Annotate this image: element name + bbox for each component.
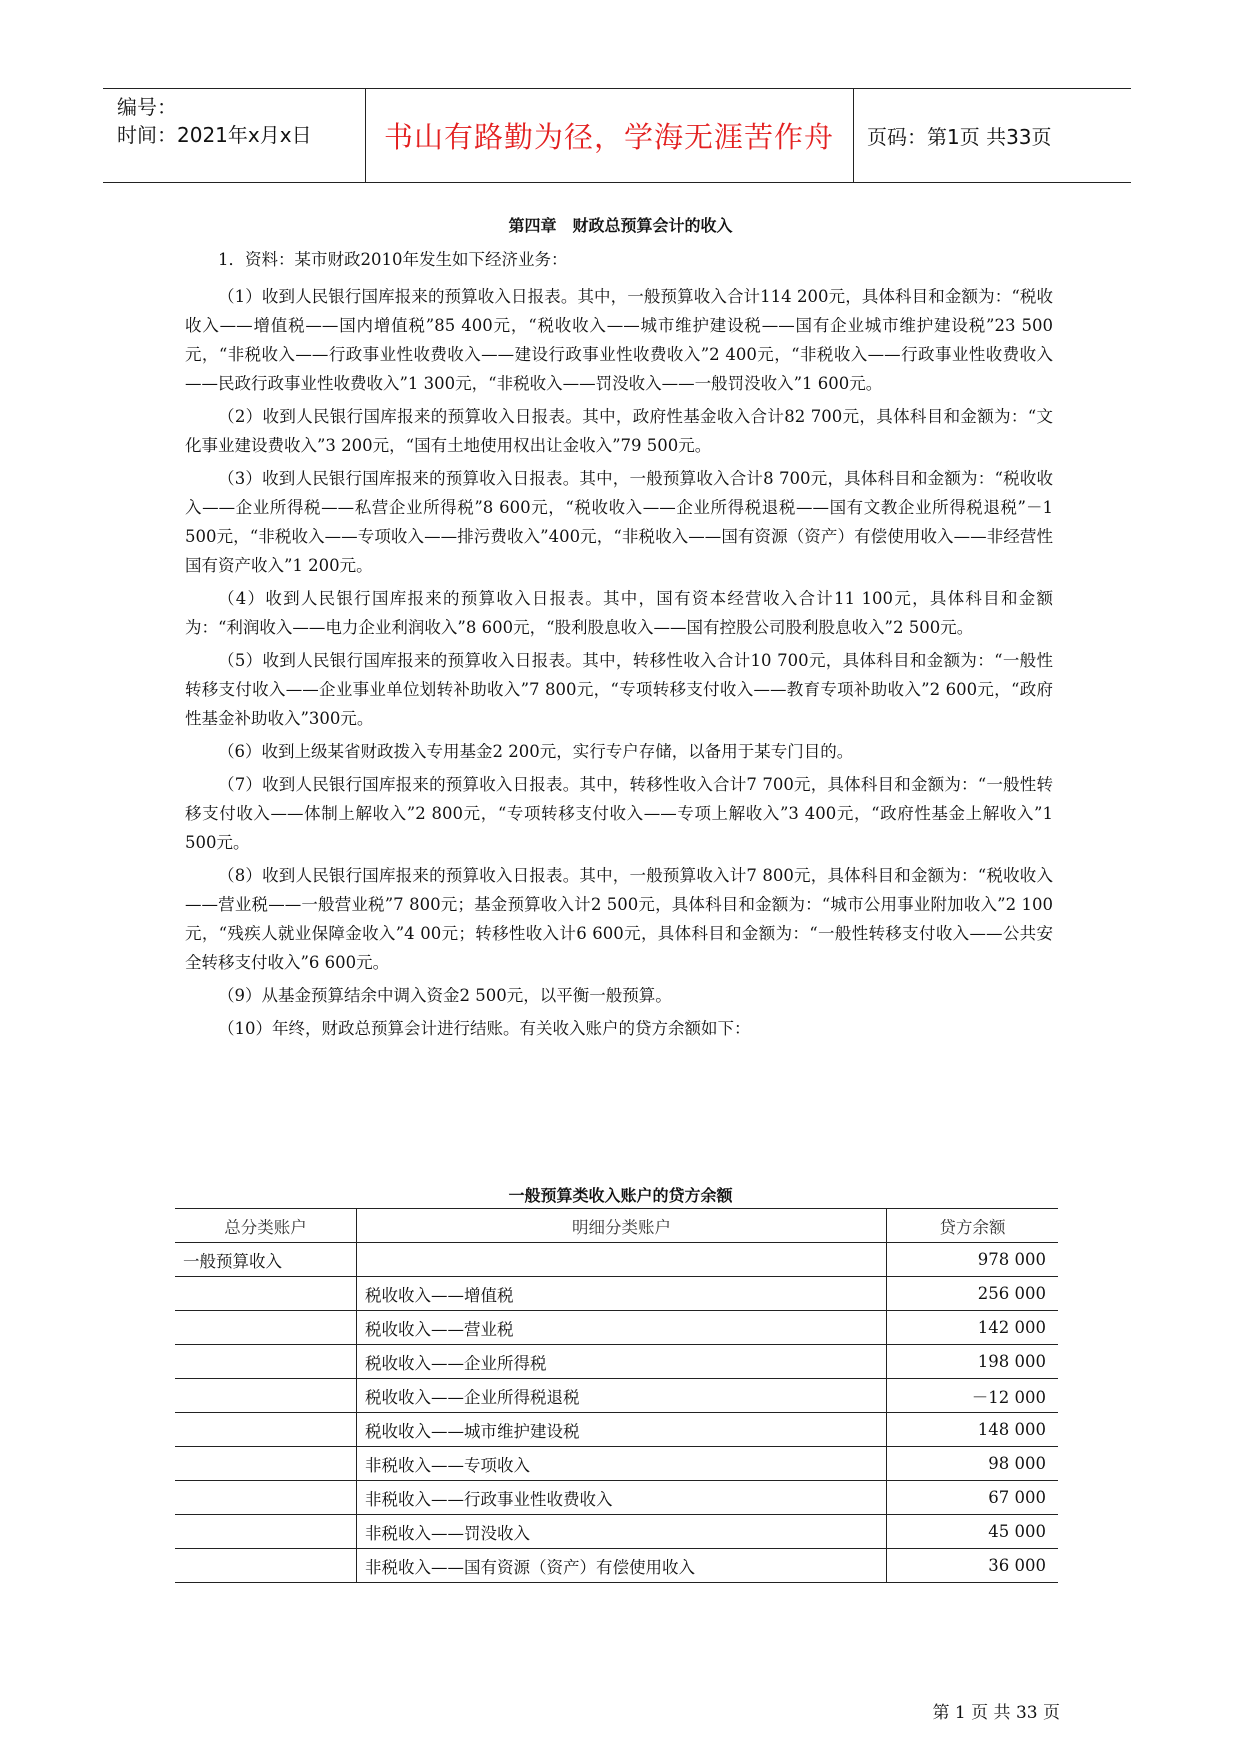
detail-account-cell: 税收收入——增值税 [357, 1277, 887, 1311]
detail-account-cell: 非税收入——国有资源（资产）有偿使用收入 [357, 1549, 887, 1583]
paragraph: （9）从基金预算结余中调入资金2 500元，以平衡一般预算。 [218, 986, 672, 1005]
ledger-table [175, 1208, 1058, 1583]
detail-account-cell: 非税收入——专项收入 [357, 1447, 887, 1481]
credit-balance-cell: 36 000 [887, 1549, 1058, 1583]
paragraph: （1）收到人民银行国库报来的预算收入日报表。其中，一般预算收入合计114 200元，具体科目和金额为：“税收收入——增值税——国内增值税”85 400元，“税收收入——城市维护建设税——国有企业城市维护建设税”23 500元，“非税收入——行政事业性收费收入——建设行政事业性收费收入”2 400元，“非税收入——行政事业性收费收入——民政行政事业性收费收入”1 300元，“非税收入——罚没收入——一般罚没收入”1 600元。 [185, 287, 1053, 393]
general-account-cell: 一般预算收入 [175, 1243, 357, 1277]
detail-account-cell: 税收收入——城市维护建设税 [357, 1413, 887, 1447]
table-header-row [175, 1209, 1058, 1243]
paragraph: （4）收到人民银行国库报来的预算收入日报表。其中，国有资本经营收入合计11 100元，具体科目和金额为：“利润收入——电力企业利润收入”8 600元，“股利股息收入——国有控股公司股利股息收入”2 500元。 [185, 589, 1053, 637]
page-footer: 第 1 页 共 33 页 [932, 1703, 1060, 1723]
table-row [175, 1379, 1058, 1413]
general-account-cell [175, 1379, 357, 1413]
general-account-cell [175, 1481, 357, 1515]
column-header-detail: 明细分类账户 [357, 1209, 887, 1243]
general-account-cell [175, 1413, 357, 1447]
table-row [175, 1311, 1058, 1345]
table-title: 一般预算类收入账户的贷方余额 [508, 1186, 733, 1205]
credit-balance-cell: 67 000 [887, 1481, 1058, 1515]
table-row [175, 1345, 1058, 1379]
credit-balance-cell: 98 000 [887, 1447, 1058, 1481]
credit-balance-cell: 256 000 [887, 1277, 1058, 1311]
table-row [175, 1447, 1058, 1481]
header-divider [853, 89, 854, 182]
general-account-cell [175, 1277, 357, 1311]
paragraph: （10）年终，财政总预算会计进行结账。有关收入账户的贷方余额如下： [218, 1019, 751, 1038]
paragraph: （7）收到人民银行国库报来的预算收入日报表。其中，转移性收入合计7 700元，具体科目和金额为：“一般性转移支付收入——体制上解收入”2 800元，“专项转移支付收入——专项上解收入”3 400元，“政府性基金上解收入”1 500元。 [185, 775, 1053, 852]
paragraph: （2）收到人民银行国库报来的预算收入日报表。其中，政府性基金收入合计82 700元，具体科目和金额为：“文化事业建设费收入”3 200元，“国有土地使用权出让金收入”79 500元。 [185, 407, 1053, 455]
general-account-cell [175, 1515, 357, 1549]
detail-account-cell: 税收收入——营业税 [357, 1311, 887, 1345]
table-row [175, 1413, 1058, 1447]
body-text [185, 245, 1053, 1047]
table-row [175, 1277, 1058, 1311]
credit-balance-cell: 142 000 [887, 1311, 1058, 1345]
credit-balance-cell: －12 000 [887, 1379, 1058, 1413]
credit-balance-cell: 148 000 [887, 1413, 1058, 1447]
detail-account-cell: 税收收入——企业所得税退税 [357, 1379, 887, 1413]
paragraph: 1．资料：某市财政2010年发生如下经济业务： [218, 250, 568, 269]
paragraph: （6）收到上级某省财政拨入专用基金2 200元，实行专户存储，以备用于某专门目的。 [218, 742, 854, 761]
detail-account-cell: 非税收入——行政事业性收费收入 [357, 1481, 887, 1515]
paragraph: （8）收到人民银行国库报来的预算收入日报表。其中，一般预算收入计7 800元，具体科目和金额为：“税收收入——营业税——一般营业税”7 800元；基金预算收入计2 500元，具体科目和金额为：“城市公用事业附加收入”2 100元，“残疾人就业保障金收入”4 00元；转移性收入计6 600元，具体科目和金额为：“一般性转移支付收入——公共安全转移支付收入”6 600元。 [185, 866, 1053, 972]
detail-account-cell: 非税收入——罚没收入 [357, 1515, 887, 1549]
page-header [103, 88, 1131, 183]
paragraph: （5）收到人民银行国库报来的预算收入日报表。其中，转移性收入合计10 700元，具体科目和金额为：“一般性转移支付收入——企业事业单位划转补助收入”7 800元，“专项转移支付收入——教育专项补助收入”2 600元，“政府性基金补助收入”300元。 [185, 651, 1053, 728]
table-row [175, 1243, 1058, 1277]
header-motto: 书山有路勤为径，学海无涯苦作舟 [383, 120, 834, 154]
column-header-amount: 贷方余额 [887, 1209, 1058, 1243]
general-account-cell [175, 1447, 357, 1481]
general-account-cell [175, 1311, 357, 1345]
document-time-label: 时间：2021年x月x日 [117, 123, 312, 147]
general-account-cell [175, 1549, 357, 1583]
document-number-label: 编号： [117, 95, 177, 119]
credit-balance-cell: 978 000 [887, 1243, 1058, 1277]
header-page-info: 页码：第1页 共33页 [867, 125, 1052, 149]
table-row [175, 1549, 1058, 1583]
table-row [175, 1481, 1058, 1515]
paragraph: （3）收到人民银行国库报来的预算收入日报表。其中，一般预算收入合计8 700元，具体科目和金额为：“税收收入——企业所得税——私营企业所得税”8 600元，“税收收入——企业所得税退税——国有文教企业所得税退税”－1 500元，“非税收入——专项收入——排污费收入”400元，“非税收入——国有资源（资产）有偿使用收入——非经营性国有资产收入”1 200元。 [185, 469, 1053, 575]
credit-balance-cell: 45 000 [887, 1515, 1058, 1549]
general-account-cell [175, 1345, 357, 1379]
credit-balance-cell: 198 000 [887, 1345, 1058, 1379]
chapter-title: 第四章 财政总预算会计的收入 [508, 216, 733, 235]
detail-account-cell [357, 1243, 887, 1277]
table-row [175, 1515, 1058, 1549]
column-header-general: 总分类账户 [175, 1209, 357, 1243]
detail-account-cell: 税收收入——企业所得税 [357, 1345, 887, 1379]
